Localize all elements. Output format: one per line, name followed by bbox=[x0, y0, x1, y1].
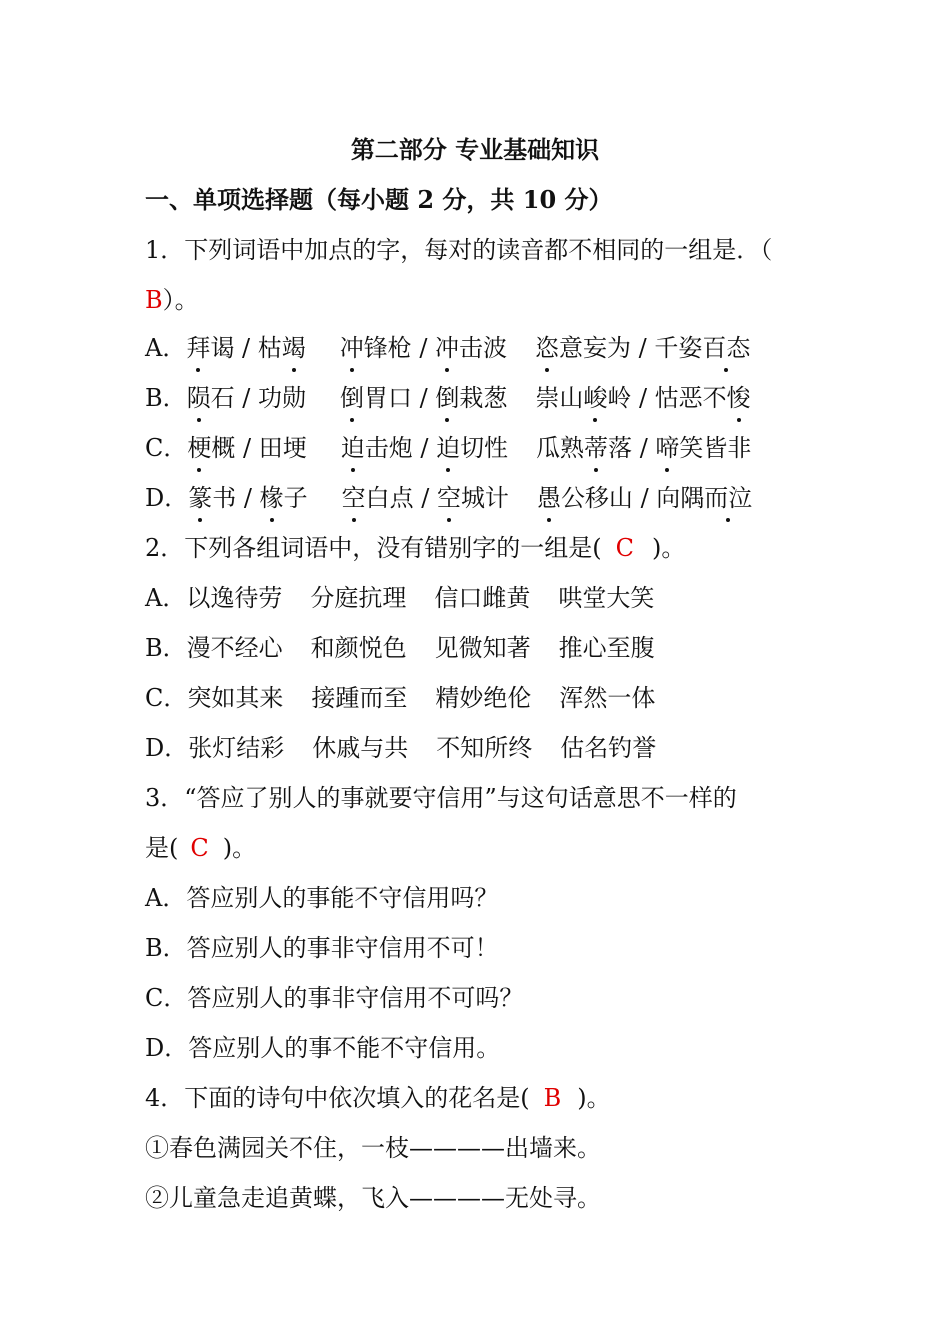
plain-text: 书 / bbox=[212, 484, 260, 512]
plain-text: 白点 / bbox=[365, 484, 437, 512]
q4-poem-line-1: ①春色满园关不住，一枝————出墙来。 bbox=[145, 1134, 601, 1162]
plain-text: 公移山 / 向 bbox=[560, 484, 681, 512]
emphasized-char: 篆 bbox=[188, 480, 212, 516]
option-word-pair bbox=[187, 434, 306, 462]
plain-text: 锋枪 / bbox=[363, 334, 436, 362]
option-word-pair bbox=[340, 384, 507, 412]
plain-text: 击炮 / bbox=[364, 434, 437, 462]
plain-text: 子 bbox=[283, 484, 308, 512]
option-label: C． bbox=[145, 434, 188, 462]
q3-stem-continued: 是( C )。 bbox=[145, 834, 257, 862]
q1-option-a bbox=[145, 330, 750, 366]
option-word-pair bbox=[537, 484, 752, 512]
plain-text: 栽葱 bbox=[459, 384, 508, 412]
plain-text: 概 / 田 bbox=[211, 434, 283, 462]
q4-poem-line-2: ②儿童急走追黄蝶，飞入————无处寻。 bbox=[145, 1184, 601, 1212]
emphasized-char: 冲 bbox=[340, 330, 364, 366]
option-word-pair bbox=[342, 484, 509, 512]
emphasized-char: 梗 bbox=[187, 430, 211, 466]
emphasized-char: 愚 bbox=[537, 480, 561, 516]
plain-text: 谒 bbox=[210, 334, 235, 362]
option-word-pair bbox=[340, 334, 507, 362]
emphasized-char: 悛 bbox=[727, 380, 751, 416]
q1-answer-line: B）。 bbox=[145, 286, 199, 314]
plain-text: 胃口 / bbox=[363, 384, 436, 412]
q3-option-c: C．答应别人的事非守信用不可吗？ bbox=[145, 984, 524, 1012]
plain-text: 城计 bbox=[460, 484, 509, 512]
q1-stem: 1．下列词语中加点的字，每对的读音都不相同的一组是．（ bbox=[145, 236, 773, 264]
plain-text: / 枯 bbox=[234, 334, 282, 362]
emphasized-char: 迫 bbox=[341, 430, 365, 466]
emphasized-char: 冲 bbox=[435, 330, 459, 366]
emphasized-char: 倒 bbox=[435, 380, 459, 416]
emphasized-char: 椽 bbox=[260, 480, 284, 516]
plain-text: 石 / 功 bbox=[210, 384, 282, 412]
q3-answer: C bbox=[190, 834, 209, 862]
emphasized-char: 空 bbox=[437, 480, 461, 516]
emphasized-char: 峻 bbox=[583, 380, 607, 416]
emphasized-char: 倒 bbox=[340, 380, 364, 416]
emphasized-char: 啼 bbox=[655, 430, 679, 466]
q2-option-b: B．漫不经心 和颜悦色 见微知著 推心至腹 bbox=[145, 634, 655, 662]
section-title: 第二部分 专业基础知识 bbox=[350, 135, 600, 164]
q3-option-d: D．答应别人的事不能不守信用。 bbox=[145, 1034, 501, 1062]
emphasized-char: 恣 bbox=[535, 330, 559, 366]
q3-option-a: A．答应别人的事能不守信用吗？ bbox=[145, 884, 499, 912]
plain-text: 勋 bbox=[281, 384, 306, 412]
q3-stem: 3．“答应了别人的事就要守信用”与这句话意思不一样的 bbox=[145, 784, 737, 812]
plain-text: 笑皆非 bbox=[679, 434, 752, 462]
q4-answer: B bbox=[543, 1084, 562, 1112]
plain-text: 切性 bbox=[460, 434, 509, 462]
plain-text: 落 / bbox=[608, 434, 656, 462]
q1-option-b bbox=[145, 380, 751, 416]
emphasized-char: 陨 bbox=[187, 380, 211, 416]
plain-text: 埂 bbox=[282, 434, 307, 462]
emphasized-char: 竭 bbox=[282, 330, 306, 366]
q1-answer: B bbox=[145, 286, 163, 314]
plain-text: 击波 bbox=[459, 334, 508, 362]
q2-option-d: D．张灯结彩 休戚与共 不知所终 估名钓誉 bbox=[145, 734, 657, 762]
option-word-pair bbox=[535, 384, 750, 412]
plain-text: 岭 / 怙恶不 bbox=[607, 384, 727, 412]
q4-stem: 4．下面的诗句中依次填入的花名是( B )。 bbox=[145, 1084, 611, 1112]
plain-text: 姿 bbox=[678, 334, 703, 362]
part-heading: 一、单项选择题（每小题 2 分，共 10 分） bbox=[145, 185, 613, 214]
emphasized-char: 拜 bbox=[186, 330, 210, 366]
plain-text: 崇山 bbox=[535, 384, 584, 412]
option-word-pair bbox=[188, 484, 307, 512]
option-label: D． bbox=[145, 484, 189, 512]
q2-stem: 2．下列各组词语中，没有错别字的一组是( C )。 bbox=[145, 534, 686, 562]
q1-option-d bbox=[145, 480, 752, 516]
plain-text: 隅 bbox=[680, 484, 705, 512]
option-word-pair bbox=[187, 384, 306, 412]
option-word-pair bbox=[536, 434, 751, 462]
emphasized-char: 空 bbox=[342, 480, 366, 516]
q3-option-b: B．答应别人的事非守信用不可！ bbox=[145, 934, 499, 962]
option-word-pair bbox=[341, 434, 508, 462]
plain-text: 瓜熟 bbox=[536, 434, 585, 462]
option-word-pair bbox=[535, 334, 750, 362]
emphasized-char: 而泣 bbox=[704, 480, 752, 516]
q2-option-c: C．突如其来 接踵而至 精妙绝伦 浑然一体 bbox=[145, 684, 656, 712]
emphasized-char: 迫 bbox=[436, 430, 460, 466]
option-word-pair bbox=[186, 334, 305, 362]
plain-text: 意妄为 / 千 bbox=[559, 334, 679, 362]
q2-answer: C bbox=[615, 534, 635, 562]
emphasized-char: 蒂 bbox=[584, 430, 608, 466]
q2-option-a: A．以逸待劳 分庭抗理 信口雌黄 哄堂大笑 bbox=[145, 584, 655, 612]
option-label: A． bbox=[145, 334, 187, 362]
option-label: B． bbox=[145, 384, 187, 412]
q1-option-c bbox=[145, 430, 751, 466]
emphasized-char: 百态 bbox=[702, 330, 750, 366]
